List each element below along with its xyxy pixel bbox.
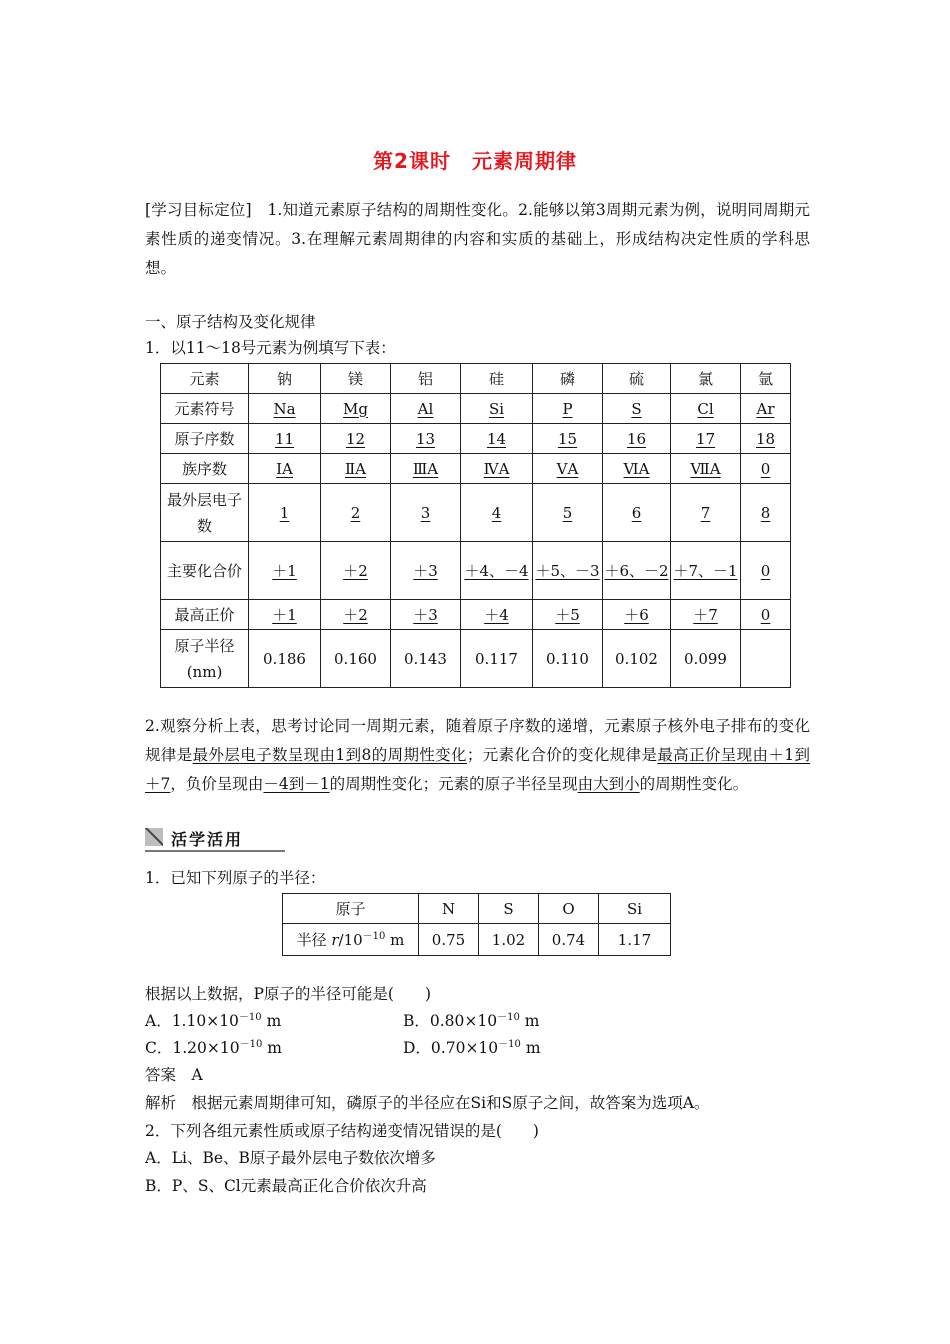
table-row	[161, 484, 791, 542]
option-c-exp: －10	[239, 1039, 263, 1050]
table-cell	[249, 424, 321, 454]
row-header-cell	[161, 484, 249, 542]
table-cell	[461, 542, 533, 600]
cell-value: ⅣA	[483, 459, 510, 478]
radius-value-cell: 1.17	[599, 924, 671, 956]
cell-value: 0.117	[475, 649, 518, 668]
table-cell	[603, 542, 671, 600]
radius-var: r	[331, 930, 339, 949]
goal-tag: [学习目标定位]	[145, 201, 252, 219]
table-cell	[249, 484, 321, 542]
cell-value: 磷	[559, 369, 575, 388]
option-c-text: C．1.20×10	[145, 1039, 240, 1057]
row-header-cell	[161, 394, 249, 424]
option-b-exp: －10	[497, 1012, 520, 1023]
table-cell	[603, 424, 671, 454]
cell-value: ＋1	[272, 561, 297, 580]
cell-value: Mg	[343, 399, 368, 418]
cell-value: ＋6、－2	[604, 561, 669, 580]
cell-value: ⅡA	[344, 459, 367, 478]
cell-value: 0.186	[263, 649, 306, 668]
cell-value: 18	[755, 429, 776, 448]
cell-value: 6	[631, 503, 642, 522]
cell-value: 0	[760, 459, 771, 478]
cell-value: ＋5、－3	[535, 561, 600, 580]
cell-value: ＋4、－4	[464, 561, 529, 580]
row-header-cell	[161, 630, 249, 688]
cell-value: 3	[420, 503, 431, 522]
cell-value: ＋2	[343, 561, 368, 580]
table-cell	[391, 542, 461, 600]
cell-value: ＋7	[693, 605, 718, 624]
cell-value: ＋6	[624, 605, 649, 624]
cell-value: P	[562, 399, 573, 418]
table-cell	[533, 454, 603, 484]
radius-m: m	[385, 930, 405, 949]
option-d-text: D．0.70×10	[403, 1039, 499, 1057]
table-cell	[391, 364, 461, 394]
table-cell	[391, 600, 461, 630]
cell-value: 0.102	[615, 649, 658, 668]
row-header-cell	[161, 454, 249, 484]
periodic-table-11-18	[160, 363, 791, 688]
q2-answer-4: 由大到小	[577, 775, 640, 793]
table-cell	[741, 542, 791, 600]
table-cell	[671, 394, 741, 424]
cell-value: 11	[274, 429, 295, 448]
option-a-text: A．1.10×10	[145, 1012, 239, 1030]
cell-value: 硅	[488, 369, 504, 388]
radius-head-cell: 原子	[283, 894, 419, 924]
table-cell	[461, 394, 533, 424]
table-cell	[249, 630, 321, 688]
table-cell	[391, 630, 461, 688]
cell-value: 硫	[628, 369, 644, 388]
table-row	[161, 542, 791, 600]
row-header-text: 元素符号	[174, 399, 235, 418]
cell-value: ⅢA	[412, 459, 439, 478]
table-cell	[603, 454, 671, 484]
table-cell	[461, 600, 533, 630]
cell-value: 2	[350, 503, 361, 522]
table-cell	[249, 542, 321, 600]
practice-label: 活学活用	[171, 830, 244, 849]
table-cell	[741, 424, 791, 454]
cell-value: 12	[345, 429, 366, 448]
radius-value-cell: 1.02	[479, 924, 539, 956]
table-cell	[249, 394, 321, 424]
table-row	[161, 364, 791, 394]
option-b	[403, 1009, 539, 1033]
section-underline	[145, 850, 285, 852]
radius-value-cell: 0.75	[419, 924, 479, 956]
analysis: 解析 根据元素周期律可知，磷原子的半径应在Si和S原子之间，故答案为选项A。	[145, 1094, 710, 1112]
cell-value: ＋5	[555, 605, 580, 624]
cell-value: 1	[279, 503, 290, 522]
table-cell	[461, 454, 533, 484]
table-cell	[391, 454, 461, 484]
table-cell	[391, 424, 461, 454]
cell-value: Na	[273, 399, 296, 418]
table-cell	[533, 424, 603, 454]
table-cell	[533, 394, 603, 424]
practice-q1-stem: 根据以上数据，P原子的半径可能是( )	[145, 985, 432, 1003]
goal-text: 1.知道元素原子结构的周期性变化。2.能够以第3周期元素为例，说明同周期元素性质的递变情况。3.在理解元素周期律的内容和实质的基础上，形成结构决定性质的学科思想。	[145, 201, 810, 277]
table-cell	[533, 484, 603, 542]
row-header-text: 最高正价	[174, 605, 235, 624]
cell-value: ＋1	[272, 605, 297, 624]
table-cell	[321, 542, 391, 600]
table-cell	[321, 364, 391, 394]
option-a	[145, 1009, 281, 1033]
row-header-text: 元素	[189, 369, 220, 388]
table-cell	[321, 394, 391, 424]
q2-text-1: 2.观察分析上表，思考讨论同一周期元素，随着原子序数的递增，元素原子核外电子排布的变化规律是	[145, 717, 810, 764]
practice-q2: 2．下列各组元素性质或原子结构递变情况错误的是( )	[145, 1122, 539, 1140]
question-1-intro: 1．以11～18号元素为例填写下表：	[145, 339, 396, 357]
cell-value: 0.110	[546, 649, 589, 668]
table-cell	[321, 600, 391, 630]
row-header-cell	[161, 424, 249, 454]
cell-value: 镁	[347, 369, 363, 388]
table-cell	[461, 364, 533, 394]
q2-answer-1: 最外层电子数呈现由1到8的周期性变化	[192, 746, 467, 764]
table-row	[161, 454, 791, 484]
table-cell	[741, 630, 791, 688]
section-heading: 一、原子结构及变化规律	[145, 313, 316, 331]
radius-unit-cell	[283, 924, 419, 956]
cell-value: Si	[488, 399, 505, 418]
answer: 答案 A	[145, 1066, 203, 1084]
cell-value: 氩	[757, 369, 773, 388]
option-d-exp: －10	[498, 1039, 521, 1050]
cell-value: 4	[491, 503, 502, 522]
table-cell	[249, 600, 321, 630]
option-d-unit: m	[520, 1039, 541, 1057]
q2-answer-2: 最高正价呈现由＋1到＋7	[145, 746, 810, 793]
table-cell	[741, 600, 791, 630]
option-c-unit: m	[262, 1039, 282, 1057]
table-cell	[603, 364, 671, 394]
practice-q1: 1．已知下列原子的半径：	[145, 869, 326, 887]
practice-q2-option-a: A．Li、Be、B原子最外层电子数依次增多	[145, 1149, 436, 1167]
table-row	[161, 630, 791, 688]
cell-value: 0.099	[684, 649, 727, 668]
cell-value: 14	[486, 429, 507, 448]
table-cell	[603, 484, 671, 542]
cell-value: 0	[760, 605, 771, 624]
table-row	[161, 600, 791, 630]
cell-value: 15	[557, 429, 578, 448]
table-cell	[671, 424, 741, 454]
radius-head-cell: N	[419, 894, 479, 924]
option-b-text: B．0.80×10	[403, 1012, 498, 1030]
table-row	[161, 424, 791, 454]
table-row	[161, 394, 791, 424]
radius-unit: /10	[338, 930, 363, 949]
radius-head-cell: O	[539, 894, 599, 924]
table-cell	[603, 394, 671, 424]
cell-value: ⅥA	[623, 459, 650, 478]
option-d	[403, 1036, 541, 1060]
table-cell	[391, 394, 461, 424]
question-2-paragraph	[145, 712, 810, 799]
cell-value: ⅤA	[556, 459, 579, 478]
radius-head-cell: S	[479, 894, 539, 924]
table-cell	[533, 542, 603, 600]
cell-value: 5	[562, 503, 573, 522]
cell-value: 氯	[697, 369, 713, 388]
table-cell	[461, 424, 533, 454]
cell-value: ⅠA	[276, 459, 293, 478]
table-cell	[741, 484, 791, 542]
cell-value: ＋7、－1	[673, 561, 738, 580]
table-cell	[249, 364, 321, 394]
radius-head-cell: Si	[599, 894, 671, 924]
table-cell	[671, 454, 741, 484]
table-cell	[321, 630, 391, 688]
table-cell	[603, 630, 671, 688]
option-b-unit: m	[519, 1012, 540, 1030]
table-cell	[671, 630, 741, 688]
cell-value: ＋3	[413, 561, 438, 580]
cell-value: ⅦA	[690, 459, 721, 478]
cell-value: S	[631, 399, 642, 418]
cell-value: 0	[760, 561, 771, 580]
table-cell	[321, 484, 391, 542]
row-header-text: 原子序数	[174, 429, 235, 448]
table-cell	[533, 600, 603, 630]
cell-value: 0.160	[334, 649, 377, 668]
page-title: 第2课时 元素周期律	[373, 149, 577, 173]
cell-value: 13	[415, 429, 436, 448]
cell-value: 17	[695, 429, 716, 448]
cell-value: ＋3	[413, 605, 438, 624]
cell-value: Ar	[756, 399, 775, 418]
table-cell	[741, 454, 791, 484]
q2-text-2: ；元素化合价的变化规律是	[466, 746, 658, 764]
practice-section-header	[145, 826, 285, 852]
cell-value: 8	[760, 503, 771, 522]
table-cell	[461, 630, 533, 688]
section-marker-icon	[145, 828, 163, 846]
row-header-text: 族序数	[181, 459, 227, 478]
learning-goal	[145, 196, 810, 283]
row-header-cell	[161, 600, 249, 630]
table-cell	[533, 364, 603, 394]
table-cell	[603, 600, 671, 630]
option-a-unit: m	[261, 1012, 282, 1030]
table-cell	[321, 424, 391, 454]
table-cell	[671, 364, 741, 394]
option-c	[145, 1036, 282, 1060]
radius-table	[282, 893, 671, 956]
table-cell	[249, 454, 321, 484]
table-cell	[741, 364, 791, 394]
row-header-cell	[161, 542, 249, 600]
table-cell	[671, 600, 741, 630]
table-cell	[321, 454, 391, 484]
table-cell	[533, 630, 603, 688]
cell-value: Al	[417, 399, 434, 418]
table-cell	[671, 542, 741, 600]
row-header-text: 主要化合价	[167, 561, 243, 580]
radius-exp: －10	[362, 930, 386, 942]
practice-q2-option-b: B．P、S、Cl元素最高正化合价依次升高	[145, 1177, 427, 1195]
table-cell	[461, 484, 533, 542]
cell-value: 16	[626, 429, 647, 448]
q2-text-5: 的周期性变化。	[639, 775, 749, 793]
cell-value: 7	[700, 503, 711, 522]
row-header-text: 最外层电子数	[167, 490, 243, 535]
radius-value-cell: 0.74	[539, 924, 599, 956]
cell-value: 铝	[417, 369, 433, 388]
cell-value: 钠	[276, 369, 292, 388]
q2-text-3: ，负价呈现由	[170, 775, 264, 793]
table-cell	[671, 484, 741, 542]
row-header-text: 原子半径(nm)	[174, 636, 235, 681]
q2-text-4: 的周期性变化；元素的原子半径呈现	[329, 775, 578, 793]
cell-value: 0.143	[404, 649, 447, 668]
q2-answer-3: －4到－1	[263, 775, 330, 793]
table-cell	[741, 394, 791, 424]
cell-value: ＋4	[484, 605, 509, 624]
radius-label: 半径	[296, 930, 332, 949]
cell-value: ＋2	[343, 605, 368, 624]
cell-value: Cl	[697, 399, 714, 418]
row-header-cell	[161, 364, 249, 394]
option-a-exp: －10	[238, 1012, 262, 1023]
table-cell	[391, 484, 461, 542]
